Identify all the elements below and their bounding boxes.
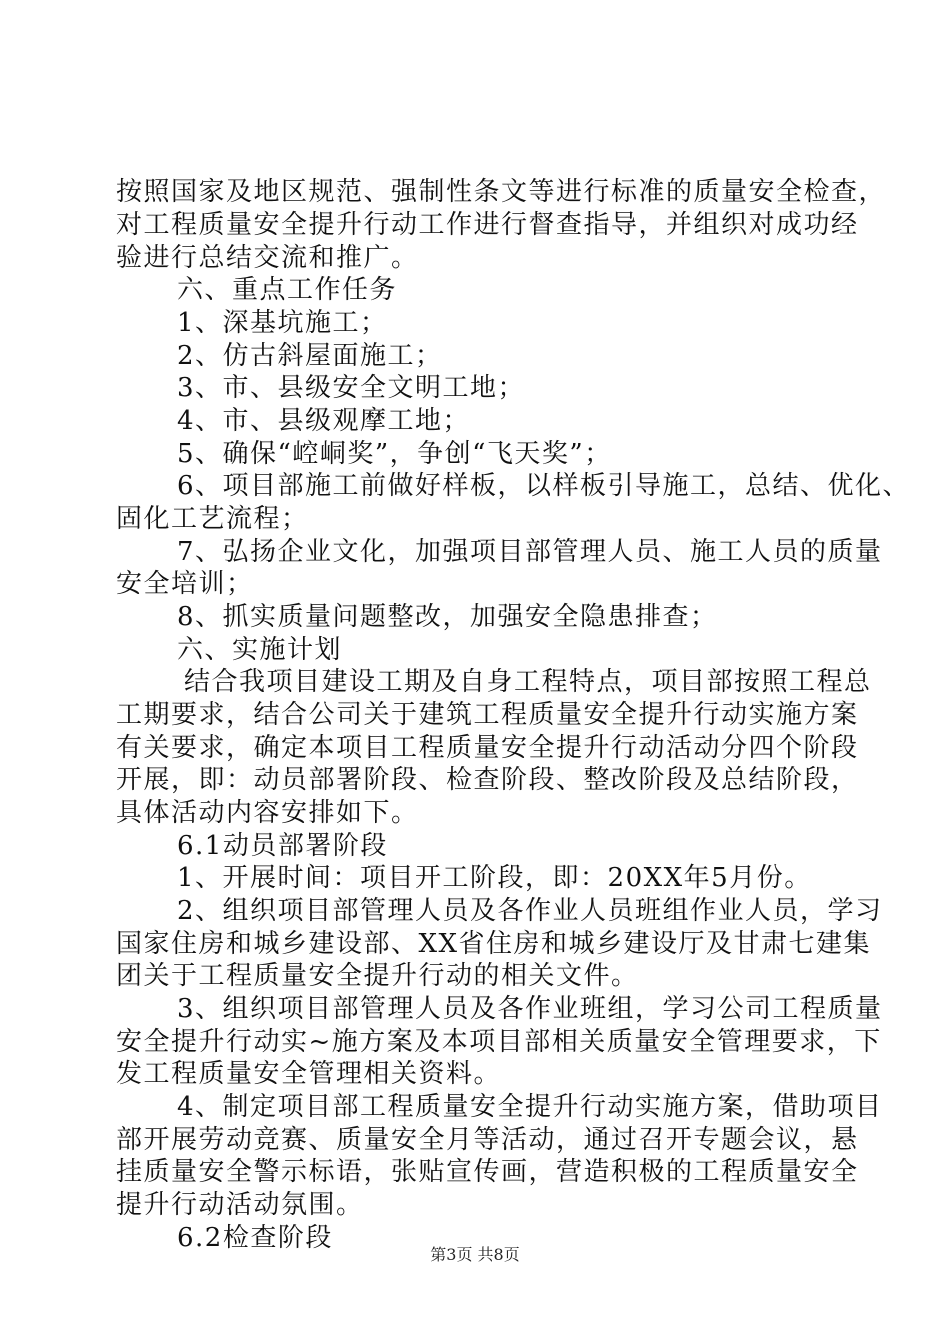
- list-item: 6、项目部施工前做好样板，以样板引导施工，总结、优化、: [177, 471, 911, 501]
- page-number-footer: 第3页 共8页: [430, 1245, 520, 1264]
- list-item: 4、市、县级观摩工地；: [177, 406, 471, 436]
- list-item: 8、抓实质量问题整改，加强安全隐患排查；: [177, 602, 718, 632]
- section-heading: 六、重点工作任务: [177, 275, 398, 305]
- body-line: 工期要求，结合公司关于建筑工程质量安全提升行动实施方案: [116, 700, 859, 730]
- list-item-continuation: 安全培训；: [116, 569, 254, 599]
- list-item-continuation: 部开展劳动竞赛、质量安全月等活动，通过召开专题会议，悬: [116, 1125, 859, 1155]
- list-item: 2、仿古斜屋面施工；: [177, 341, 443, 371]
- list-item-continuation: 固化工艺流程；: [116, 504, 309, 534]
- body-line: 具体活动内容安排如下。: [116, 798, 419, 828]
- list-item-continuation: 挂质量安全警示标语，张贴宣传画，营造积极的工程质量安全: [116, 1157, 859, 1187]
- list-item: 1、开展时间：项目开工阶段，即：20XX年5月份。: [177, 863, 812, 893]
- list-item-continuation: 发工程质量安全管理相关资料。: [116, 1059, 502, 1089]
- list-item-continuation: 国家住房和城乡建设部、XX省住房和城乡建设厅及甘肃七建集: [116, 929, 872, 959]
- list-item: 1、深基坑施工；: [177, 308, 388, 338]
- body-line: 结合我项目建设工期及自身工程特点，项目部按照工程总: [184, 667, 872, 697]
- subsection-heading: 6.1动员部署阶段: [177, 831, 388, 861]
- subsection-heading: 6.2检查阶段: [177, 1223, 333, 1253]
- list-item: 5、确保“崆峒奖”，争创“飞天奖”；: [177, 439, 612, 469]
- section-heading: 六、实施计划: [177, 635, 343, 665]
- list-item-continuation: 提升行动活动氛围。: [116, 1190, 364, 1220]
- list-item-continuation: 团关于工程质量安全提升行动的相关文件。: [116, 961, 639, 991]
- body-line: 对工程质量安全提升行动工作进行督查指导，并组织对成功经: [116, 210, 859, 240]
- list-item: 2、组织项目部管理人员及各作业人员班组作业人员，学习: [177, 896, 883, 926]
- body-line: 有关要求，确定本项目工程质量安全提升行动活动分四个阶段: [116, 733, 859, 763]
- body-line: 验进行总结交流和推广。: [116, 243, 419, 273]
- list-item-continuation: 安全提升行动实~施方案及本项目部相关质量安全管理要求，下: [116, 1027, 882, 1057]
- body-line: 按照国家及地区规范、强制性条文等进行标准的质量安全检查，: [116, 177, 887, 207]
- body-line: 开展，即：动员部署阶段、检查阶段、整改阶段及总结阶段，: [116, 765, 859, 795]
- list-item: 3、组织项目部管理人员及各作业班组，学习公司工程质量: [177, 994, 883, 1024]
- list-item: 4、制定项目部工程质量安全提升行动实施方案，借助项目: [177, 1092, 883, 1122]
- list-item: 7、弘扬企业文化，加强项目部管理人员、施工人员的质量: [177, 537, 883, 567]
- list-item: 3、市、县级安全文明工地；: [177, 373, 526, 403]
